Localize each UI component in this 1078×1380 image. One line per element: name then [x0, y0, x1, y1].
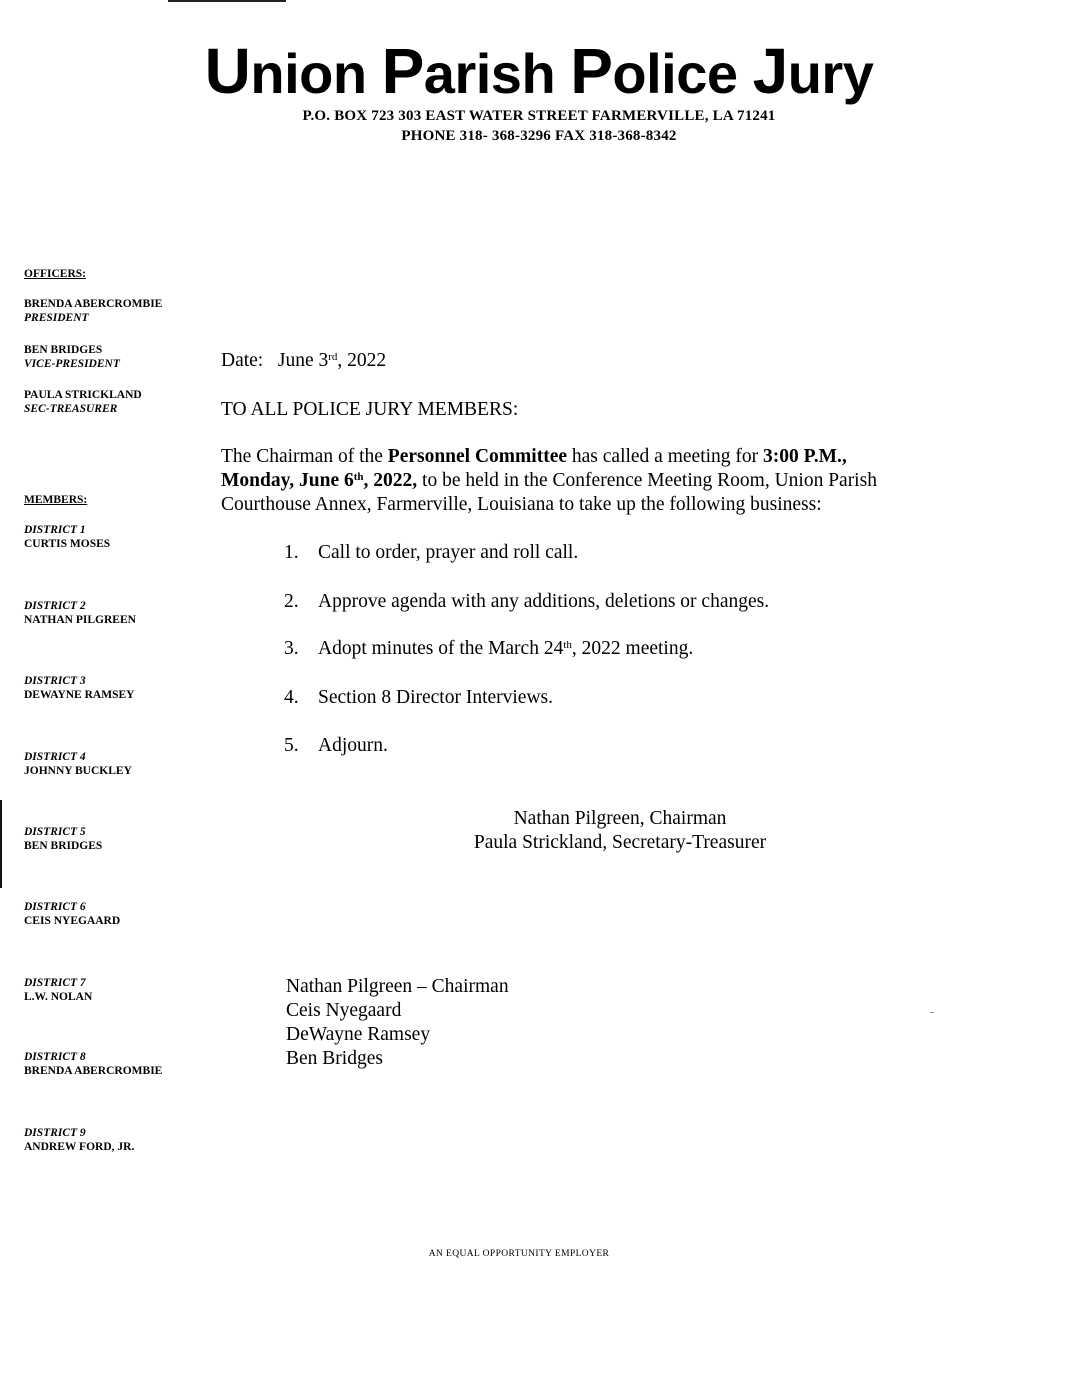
- member-district-8: DISTRICT 8 BRENDA ABERCROMBIE: [24, 1051, 163, 1077]
- top-scan-line: [168, 0, 286, 2]
- signature-secretary: Paula Strickland, Secretary-Treasurer: [473, 832, 767, 853]
- scan-speck: [930, 1012, 934, 1013]
- footer-eoe: AN EQUAL OPPORTUNITY EMPLOYER: [428, 1249, 610, 1259]
- officer-vice-president: BEN BRIDGES VICE-PRESIDENT: [24, 344, 120, 370]
- committee-member: Ben Bridges: [286, 1048, 383, 1069]
- member-district-9: DISTRICT 9 ANDREW FORD, JR.: [24, 1127, 135, 1153]
- member-district-6: DISTRICT 6 CEIS NYEGAARD: [24, 901, 121, 927]
- member-district-1: DISTRICT 1 CURTIS MOSES: [24, 524, 111, 550]
- member-district-3: DISTRICT 3 DEWAYNE RAMSEY: [24, 675, 135, 701]
- left-scan-mark: [0, 800, 2, 888]
- agenda-item: 4. Section 8 Director Interviews.: [284, 687, 554, 708]
- committee-member: Ceis Nyegaard: [286, 1000, 402, 1021]
- officer-president: BRENDA ABERCROMBIE PRESIDENT: [24, 298, 163, 324]
- officers-heading: OFFICERS:: [24, 268, 86, 280]
- letter-paragraph: The Chairman of the Personnel Committee has called a meeting for 3:00 P.M., Monday, June 6th, 2022, to be held in the Conference Meeting Room, Union Parish Courthouse Annex, Farmerville, Louisiana to take up the following business:: [221, 446, 877, 515]
- letterhead-address: P.O. BOX 723 303 EAST WATER STREET FARMERVILLE, LA 71241: [302, 108, 776, 124]
- committee-member: Nathan Pilgreen – Chairman: [286, 976, 509, 997]
- letter-salutation: TO ALL POLICE JURY MEMBERS:: [221, 399, 519, 420]
- member-district-2: DISTRICT 2 NATHAN PILGREEN: [24, 600, 136, 626]
- signature-chairman: Nathan Pilgreen, Chairman: [513, 808, 727, 829]
- agenda-item: 2. Approve agenda with any additions, deletions or changes.: [284, 591, 770, 612]
- committee-member: DeWayne Ramsey: [286, 1024, 431, 1045]
- letterhead-contact: PHONE 318- 368-3296 FAX 318-368-8342: [401, 128, 677, 144]
- officer-sec-treasurer: PAULA STRICKLAND SEC-TREASURER: [24, 389, 142, 415]
- letter-date: Date: June 3rd, 2022: [221, 350, 387, 371]
- member-district-4: DISTRICT 4 JOHNNY BUCKLEY: [24, 751, 132, 777]
- member-district-7: DISTRICT 7 L.W. NOLAN: [24, 977, 93, 1003]
- member-district-5: DISTRICT 5 BEN BRIDGES: [24, 826, 103, 852]
- agenda-item: 1. Call to order, prayer and roll call.: [284, 542, 579, 563]
- agenda-item: 5. Adjourn.: [284, 735, 388, 756]
- letterhead-title: Union Parish Police Jury: [204, 35, 874, 107]
- agenda-item: 3. Adopt minutes of the March 24th, 2022 meeting.: [284, 638, 694, 659]
- members-heading: MEMBERS:: [24, 494, 88, 506]
